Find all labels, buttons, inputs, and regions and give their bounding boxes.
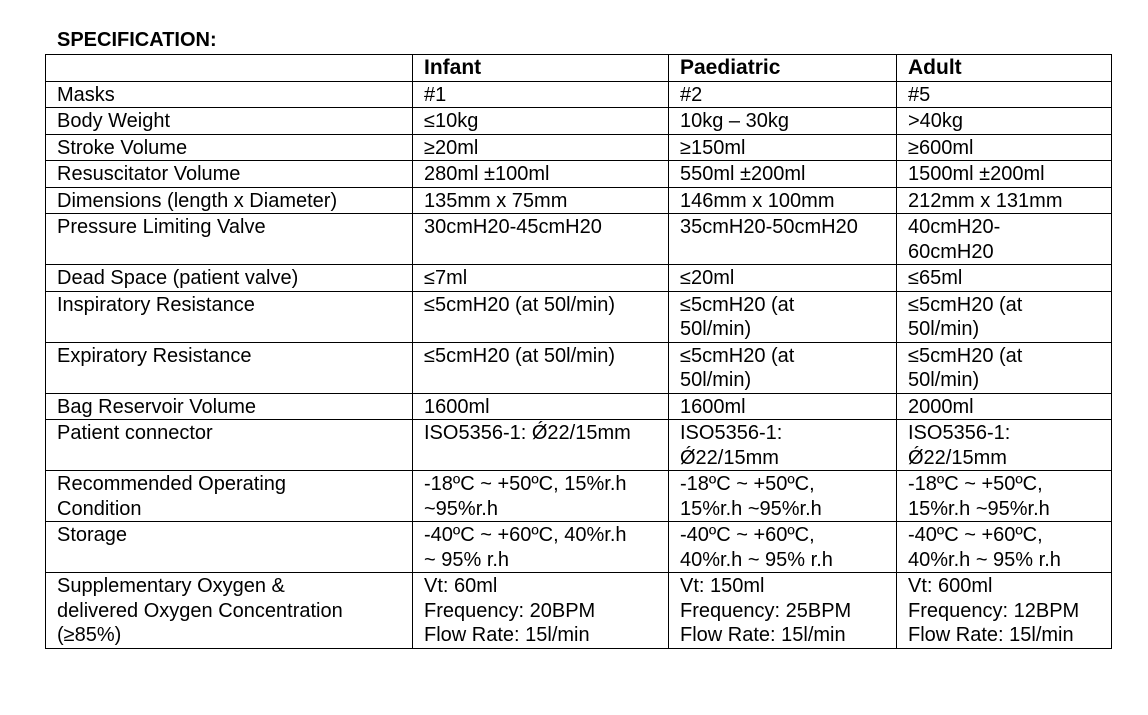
paediatric-cell: ≤20ml [669,265,897,292]
specification-table [45,54,1112,649]
adult-cell: ≤5cmH20 (at 50l/min) [897,291,1112,342]
infant-cell: ≤10kg [413,108,669,135]
paediatric-cell: 10kg – 30kg [669,108,897,135]
table-header-row [46,55,1112,82]
adult-cell: -18ºC ~ +50ºC, 15%r.h ~95%r.h [897,471,1112,522]
row-label-cell: Stroke Volume [46,134,413,161]
infant-cell: 280ml ±100ml [413,161,669,188]
row-label-cell: Masks [46,81,413,108]
table-row [46,161,1112,188]
table-row [46,573,1112,649]
row-label-cell: Supplementary Oxygen & delivered Oxygen Concentration (≥85%) [46,573,413,649]
adult-cell: ≤5cmH20 (at 50l/min) [897,342,1112,393]
row-label-cell: Bag Reservoir Volume [46,393,413,420]
adult-cell: ISO5356-1: Ǿ22/15mm [897,420,1112,471]
infant-cell: -40ºC ~ +60ºC, 40%r.h ~ 95% r.h [413,522,669,573]
table-row [46,214,1112,265]
adult-cell: ≤65ml [897,265,1112,292]
adult-cell: >40kg [897,108,1112,135]
infant-cell: ≤5cmH20 (at 50l/min) [413,291,669,342]
table-row [46,265,1112,292]
infant-cell: -18ºC ~ +50ºC, 15%r.h ~95%r.h [413,471,669,522]
table-body [46,81,1112,648]
paediatric-cell: 1600ml [669,393,897,420]
row-label-cell: Resuscitator Volume [46,161,413,188]
infant-cell: 1600ml [413,393,669,420]
adult-cell: 1500ml ±200ml [897,161,1112,188]
infant-cell: ≤7ml [413,265,669,292]
table-row [46,108,1112,135]
paediatric-cell: 146mm x 100mm [669,187,897,214]
infant-cell: 135mm x 75mm [413,187,669,214]
paediatric-cell: ≥150ml [669,134,897,161]
adult-cell: -40ºC ~ +60ºC, 40%r.h ~ 95% r.h [897,522,1112,573]
page-title: SPECIFICATION: [57,29,217,51]
infant-cell: ≤5cmH20 (at 50l/min) [413,342,669,393]
column-header-infant: Infant [413,55,669,82]
table-row [46,187,1112,214]
infant-cell: Vt: 60ml Frequency: 20BPM Flow Rate: 15l/min [413,573,669,649]
row-label-cell: Pressure Limiting Valve [46,214,413,265]
table-row [46,291,1112,342]
row-label-cell: Storage [46,522,413,573]
row-label-cell: Recommended Operating Condition [46,471,413,522]
paediatric-cell: 35cmH20-50cmH20 [669,214,897,265]
column-header-paediatric: Paediatric [669,55,897,82]
paediatric-cell: Vt: 150ml Frequency: 25BPM Flow Rate: 15l/min [669,573,897,649]
adult-cell: 212mm x 131mm [897,187,1112,214]
table-row [46,420,1112,471]
row-label-cell: Dead Space (patient valve) [46,265,413,292]
paediatric-cell: ≤5cmH20 (at 50l/min) [669,291,897,342]
paediatric-cell: ISO5356-1: Ǿ22/15mm [669,420,897,471]
infant-cell: 30cmH20-45cmH20 [413,214,669,265]
row-label-cell: Inspiratory Resistance [46,291,413,342]
table-row [46,471,1112,522]
adult-cell: 2000ml [897,393,1112,420]
column-header-blank [46,55,413,82]
row-label-cell: Expiratory Resistance [46,342,413,393]
row-label-cell: Body Weight [46,108,413,135]
paediatric-cell: #2 [669,81,897,108]
adult-cell: ≥600ml [897,134,1112,161]
row-label-cell: Dimensions (length x Diameter) [46,187,413,214]
paediatric-cell: -40ºC ~ +60ºC, 40%r.h ~ 95% r.h [669,522,897,573]
adult-cell: 40cmH20- 60cmH20 [897,214,1112,265]
paediatric-cell: 550ml ±200ml [669,161,897,188]
table-row [46,393,1112,420]
paediatric-cell: -18ºC ~ +50ºC, 15%r.h ~95%r.h [669,471,897,522]
table-row [46,134,1112,161]
adult-cell: Vt: 600ml Frequency: 12BPM Flow Rate: 15l/min [897,573,1112,649]
column-header-adult: Adult [897,55,1112,82]
infant-cell: #1 [413,81,669,108]
row-label-cell: Patient connector [46,420,413,471]
table-row [46,342,1112,393]
table-row [46,81,1112,108]
adult-cell: #5 [897,81,1112,108]
infant-cell: ISO5356-1: Ǿ22/15mm [413,420,669,471]
table-row [46,522,1112,573]
paediatric-cell: ≤5cmH20 (at 50l/min) [669,342,897,393]
infant-cell: ≥20ml [413,134,669,161]
